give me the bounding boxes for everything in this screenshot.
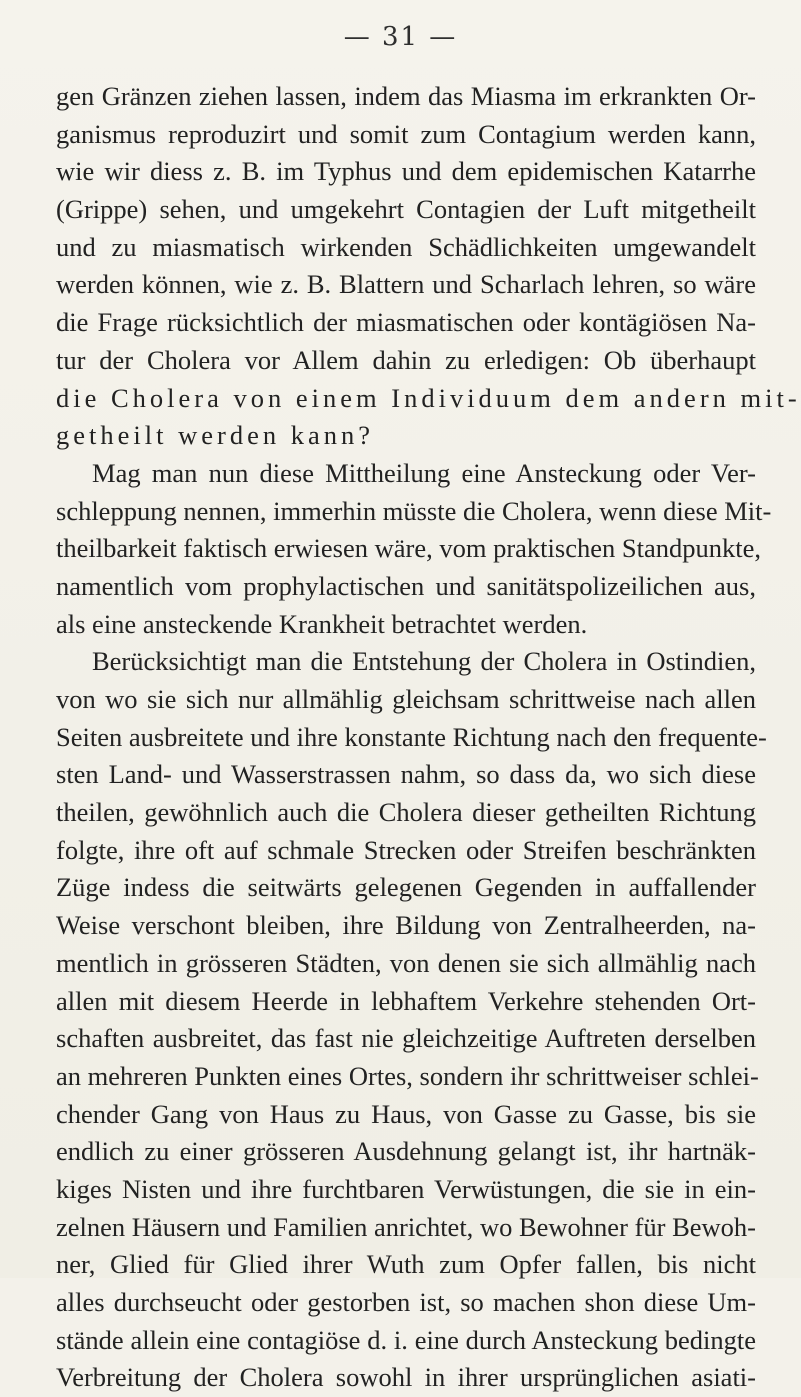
text-line-emphasis: getheilt werden kann? [56, 420, 374, 451]
text-line: namentlich vom prophylactischen und sanitätspolizeilichen aus, [56, 570, 756, 601]
text-line: schleppung nennen, immerhin müsste die Cholera, wenn diese Mit- [56, 495, 772, 526]
text-line: mentlich in grösseren Städten, von denen sie sich allmählig nach [56, 947, 756, 978]
page-number: — 31 — [343, 22, 458, 52]
text-line: schaften ausbreitet, das fast nie gleichzeitige Auftreten derselben [56, 1023, 756, 1054]
text-line-emphasis: die Cholera von einem Individuum dem andern mit- [56, 382, 801, 413]
text-line: wie wir diess z. B. im Typhus und dem epidemischen Katarrhe [56, 156, 756, 187]
text-line: ner, Glied für Glied ihrer Wuth zum Opfer fallen, bis nicht [56, 1249, 756, 1280]
text-line: stände allein eine contagiöse d. i. eine durch Ansteckung bedingte [56, 1324, 756, 1355]
paragraph-start-line: Berücksichtigt man die Entstehung der Cholera in Ostindien, [92, 646, 756, 677]
text-line: die Frage rücksichtlich der miasmatischen oder kontägiösen Na- [56, 307, 756, 338]
text-line: Weise verschont bleiben, ihre Bildung von Zentralheerden, na- [56, 910, 756, 941]
text-line: chender Gang von Haus zu Haus, von Gasse zu Gasse, bis sie [56, 1098, 756, 1129]
text-line: (Grippe) sehen, und umgekehrt Contagien der Luft mitgetheilt [56, 194, 756, 225]
paragraph-end-line: als eine ansteckende Krankheit betrachtet werden. [56, 608, 588, 639]
text-line: tur der Cholera vor Allem dahin zu erledigen: Ob überhaupt [56, 344, 756, 375]
text-line: ganismus reproduzirt und somit zum Contagium werden kann, [56, 118, 756, 149]
text-line: endlich zu einer grösseren Ausdehnung gelangt ist, ihr hartnäk- [56, 1136, 756, 1167]
text-line: und zu miasmatisch wirkenden Schädlichkeiten umgewandelt [56, 231, 756, 262]
text-line: sten Land- und Wasserstrassen nahm, so dass da, wo sich diese [56, 759, 756, 790]
text-line: Seiten ausbreitete und ihre konstante Richtung nach den frequente- [56, 721, 767, 752]
paragraph-start-line: Mag man nun diese Mittheilung eine Ansteckung oder Ver- [92, 457, 756, 488]
text-line: alles durchseucht oder gestorben ist, so machen shon diese Um- [56, 1287, 756, 1317]
text-line: theilbarkeit faktisch erwiesen wäre, vom praktischen Standpunkte, [56, 533, 761, 564]
text-line: allen mit diesem Heerde in lebhaftem Verkehre stehenden Ort- [56, 985, 756, 1016]
body-text [56, 78, 801, 1397]
text-line: Verbreitung der Cholera sowohl in ihrer ursprünglichen asiati- [56, 1362, 756, 1393]
text-line: werden können, wie z. B. Blattern und Scharlach lehren, so wäre [56, 269, 756, 300]
text-line: theilen, gewöhnlich auch die Cholera dieser getheilten Richtung [56, 797, 756, 828]
text-line: von wo sie sich nur allmählig gleichsam schrittweise nach allen [56, 684, 756, 714]
text-line: Züge indess die seitwärts gelegenen Gegenden in auffallender [56, 872, 756, 903]
text-line: gen Gränzen ziehen lassen, indem das Miasma im erkrankten Or- [56, 81, 756, 111]
text-line: zelnen Häusern und Familien anrichtet, wo Bewohner für Bewoh- [56, 1211, 756, 1242]
text-line: folgte, ihre oft auf schmale Strecken oder Streifen beschränkten [56, 834, 756, 865]
text-line: kiges Nisten und ihre furchtbaren Verwüstungen, die sie in ein- [56, 1173, 756, 1204]
text-line: an mehreren Punkten eines Ortes, sondern ihr schrittweiser schlei- [56, 1060, 759, 1091]
